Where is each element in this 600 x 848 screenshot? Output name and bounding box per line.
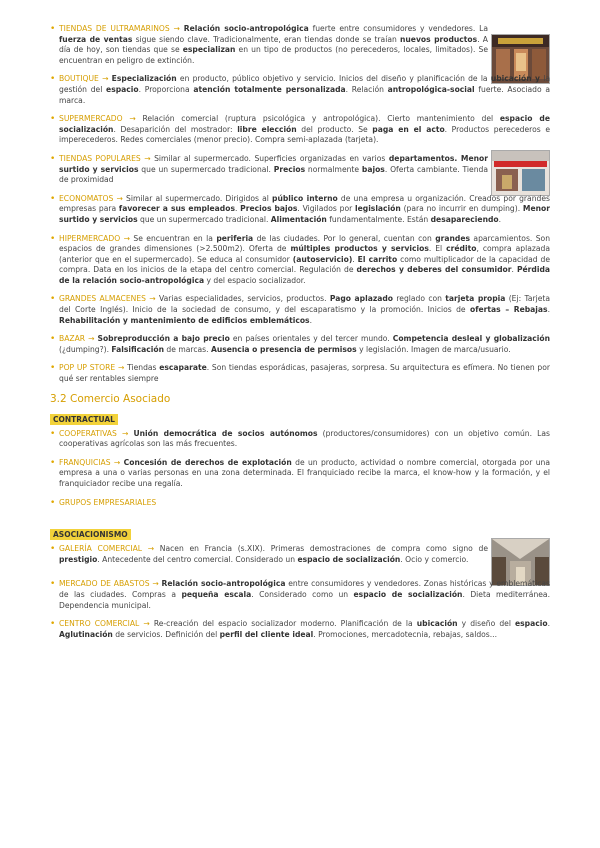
bold-text: Concesión de derechos de explotación bbox=[123, 457, 292, 467]
bold-text: Pérdida de la relación socio-antropológica bbox=[59, 265, 551, 285]
bold-text: público interno bbox=[272, 193, 338, 203]
body-text: Similar al supermercado. Superficies organizadas en varios bbox=[154, 153, 389, 163]
arrow-icon: → bbox=[121, 428, 129, 438]
bold-text: Competencia desleal y globalización bbox=[392, 334, 550, 344]
bold-text: Relación socio-antropológica bbox=[161, 579, 286, 589]
bold-text: Rehabilitación y mantenimiento de edificios emblemáticos bbox=[59, 315, 310, 325]
bullet-icon: • bbox=[50, 153, 56, 164]
arrow-icon: → bbox=[129, 114, 136, 124]
body-text: de marcas. bbox=[164, 344, 211, 354]
body-text: . Relación bbox=[345, 84, 388, 94]
bold-text: Sobreproducción a bajo precio bbox=[97, 334, 230, 344]
item-franquicias bbox=[50, 458, 550, 490]
item-label: GRUPOS EMPRESARIALES bbox=[59, 497, 157, 507]
shop-photo-populares bbox=[491, 150, 550, 196]
body-text: . Promociones, mercadotecnia, rebajas, saldos... bbox=[313, 629, 497, 639]
body-text: Tiendas bbox=[127, 363, 160, 373]
bullet-icon: • bbox=[50, 544, 56, 555]
bold-text: Especialización bbox=[111, 74, 177, 84]
bold-text: derechos y deberes del consumidor bbox=[356, 265, 512, 275]
bold-text: Alimentación bbox=[270, 214, 327, 224]
bold-text: departamentos. Menor surtido y servicios bbox=[59, 153, 489, 174]
section-title: 3.2 Comercio Asociado bbox=[50, 392, 171, 405]
body-text: del producto. Se bbox=[296, 124, 373, 134]
body-text: . bbox=[309, 315, 313, 325]
bold-text: prestigio bbox=[59, 554, 98, 564]
body-text: y legislación. Imagen de marca/usuario. bbox=[356, 344, 511, 354]
bullet-icon: • bbox=[50, 457, 56, 468]
item-label: ECONOMATOS bbox=[59, 193, 114, 203]
body-text: (productores/consumidores) con un objetivo común. Las cooperativas agrícolas son las más frecuentes. bbox=[59, 428, 550, 449]
item-economatos bbox=[50, 194, 550, 226]
bold-text: Falsificación bbox=[111, 344, 164, 354]
body-text: . Ocio y comercio. bbox=[400, 554, 469, 564]
bold-text: periferia bbox=[216, 233, 254, 243]
body-text: . Antecedente del centro comercial. Considerado un bbox=[97, 554, 298, 564]
body-text: en un tipo de productos (no perecederos, locales, limitados). Se encuentran en peligro de extinción. bbox=[59, 45, 488, 65]
item-label: COOPERATIVAS bbox=[59, 428, 117, 438]
bold-text: (autoservicio) bbox=[292, 254, 353, 264]
bold-text: pequeña escala bbox=[181, 589, 252, 599]
bold-text: favorecer a sus empleados bbox=[118, 204, 235, 214]
body-text: . Son tiendas esporádicas, pasajeras, sorpresa. Su arquitectura es efímera. No tienen por qué ser rentables siempre bbox=[59, 363, 551, 384]
content-column bbox=[50, 24, 550, 648]
arrow-icon: → bbox=[102, 74, 109, 84]
body-text: . bbox=[498, 214, 502, 224]
body-text: y del espacio socializador. bbox=[204, 275, 306, 285]
item-label: TIENDAS DE ULTRAMARINOS bbox=[59, 24, 170, 33]
body-text: Re-creación del espacio socializador moderno. Planificación de la bbox=[153, 619, 417, 629]
item-label: BAZAR bbox=[59, 334, 86, 344]
bold-text: Unión democrática de socios autónomos bbox=[133, 428, 318, 438]
bold-text: Relación socio-antropológica bbox=[183, 24, 309, 33]
bullet-icon: • bbox=[50, 74, 56, 85]
bold-text: ubicación y bbox=[490, 74, 541, 84]
item-label: CENTRO COMERCIAL bbox=[59, 619, 140, 629]
body-text: . Considerado como un bbox=[251, 589, 354, 599]
body-text: . El bbox=[428, 244, 447, 254]
body-text: . Desaparición del mostrador: bbox=[113, 124, 238, 134]
body-text: fundamentalmente. Están bbox=[326, 214, 431, 224]
body-text: . bbox=[547, 619, 550, 629]
item-boutique bbox=[50, 74, 550, 106]
item-grandes-almacenes bbox=[50, 294, 550, 326]
bold-text: fuerza de ventas bbox=[59, 34, 133, 44]
item-pop-up-store bbox=[50, 363, 550, 384]
body-text: de una empresa u organización. Creados por grandes empresas para bbox=[59, 193, 550, 214]
arrow-icon: → bbox=[113, 457, 121, 467]
bold-text: escaparate bbox=[159, 363, 207, 373]
body-text: . bbox=[511, 265, 517, 275]
body-text: . Dieta mediterránea. Dependencia municipal. bbox=[59, 589, 551, 610]
bullet-icon: • bbox=[50, 233, 56, 244]
body-text: de un producto, actividad o nombre comercial, otorgada por una empresa a una o varias personas en una zona determinada. El franquiciado recibe la marca, el know-how y la formación, y el franquiciador recibe una regalía. bbox=[59, 457, 550, 488]
body-text: de las ciudades. Por lo general, cuentan con bbox=[253, 233, 436, 243]
body-text: . Proporciona bbox=[138, 84, 194, 94]
item-label: SUPERMERCADO bbox=[59, 114, 123, 124]
item-label: BOUTIQUE bbox=[59, 74, 99, 84]
bullet-icon: • bbox=[50, 428, 56, 439]
bullet-icon: • bbox=[50, 114, 56, 125]
body-text: Relación comercial (ruptura psicológica y antropológica). Cierto mantenimiento del bbox=[142, 114, 500, 124]
bold-text: espacio de socialización bbox=[297, 554, 401, 564]
bold-text: El carrito bbox=[357, 254, 398, 264]
body-text: entre consumidores y vendedores. Zonas históricas y emblemáticas de las ciudades. Compras a bbox=[59, 579, 550, 599]
arrow-icon: → bbox=[123, 233, 130, 243]
bold-text: Pago aplazado bbox=[329, 294, 394, 304]
bold-text: crédito bbox=[446, 244, 477, 254]
body-text: . bbox=[234, 204, 241, 214]
bold-text: desapareciendo bbox=[430, 214, 499, 224]
body-text: que un supermercado tradicional. bbox=[138, 164, 274, 174]
bold-text: espacio de socialización bbox=[353, 589, 463, 599]
body-text: Se encuentran en la bbox=[133, 233, 217, 243]
arrow-icon: → bbox=[152, 579, 159, 589]
bold-text: bajos bbox=[361, 164, 385, 174]
bold-text: Menor surtido y servicios bbox=[59, 204, 550, 224]
arrow-icon: → bbox=[116, 193, 123, 203]
bold-text: antropológica-social bbox=[387, 84, 475, 94]
body-text: reglado con bbox=[393, 294, 446, 304]
bold-text: legislación bbox=[355, 204, 401, 214]
bold-text: espacio bbox=[106, 84, 139, 94]
bullet-icon: • bbox=[50, 363, 56, 374]
item-tiendas-populares bbox=[50, 154, 550, 186]
arrow-icon: → bbox=[144, 153, 151, 163]
item-centro-comercial bbox=[50, 619, 550, 640]
body-text: (para no incurrir en dumping). bbox=[400, 204, 523, 214]
body-text: como multiplicador de la capacidad de compra. Data en los inicios de la etapa del centro comercial. Regulación de bbox=[59, 254, 550, 275]
bold-text: libre elección bbox=[237, 124, 297, 134]
body-text: fuerte entre consumidores y vendedores. La bbox=[308, 24, 489, 33]
bold-text: especializan bbox=[182, 45, 236, 55]
bold-text: Aglutinación bbox=[59, 629, 113, 639]
body-text: aparcamientos. Son espacios de grandes dimensiones (>2.500m2). Oferta de bbox=[59, 233, 551, 254]
bold-text: ubicación bbox=[416, 619, 458, 629]
bullet-icon: • bbox=[50, 294, 56, 305]
item-galeria-comercial bbox=[50, 544, 550, 565]
bold-text: Precios bbox=[273, 164, 306, 174]
item-label: GALERÍA COMERCIAL bbox=[59, 544, 143, 554]
item-label: POP UP STORE bbox=[59, 363, 116, 373]
body-text: en producto, público objetivo y servicio. Inicios del diseño y planificación de la bbox=[176, 74, 491, 84]
bullet-icon: • bbox=[50, 24, 56, 34]
arrow-icon: → bbox=[117, 363, 125, 373]
bullet-icon: • bbox=[50, 579, 56, 590]
body-text: . bbox=[352, 254, 358, 264]
body-text: de servicios. Definición del bbox=[112, 629, 220, 639]
body-text: . Vigilados por bbox=[297, 204, 356, 214]
item-tiendas-ultramarinos bbox=[50, 24, 550, 66]
body-text: . Productos perecederos e imperecederos. Redes comerciales (menor precio). Compra semi-aplazada (tarjeta). bbox=[59, 124, 550, 145]
bold-text: espacio de socialización bbox=[59, 114, 550, 134]
body-text: (¿dumping?). bbox=[59, 344, 112, 354]
body-text: . Oferta cambiante. Tienda de proximidad bbox=[59, 164, 488, 185]
bold-text: Ausencia o presencia de permisos bbox=[210, 344, 357, 354]
body-text: en países orientales y del tercer mundo. bbox=[229, 334, 393, 344]
arrow-icon: → bbox=[88, 334, 95, 344]
arrow-icon: → bbox=[147, 544, 155, 554]
body-text: (Ej: Tarjeta del Corte Inglés). Inicio de la sociedad de consumo, y del escaparatismo y la promoción. Inicios de bbox=[59, 294, 551, 315]
item-label: TIENDAS POPULARES bbox=[59, 153, 141, 163]
item-mercado-abastos bbox=[50, 579, 550, 611]
bold-text: nuevos productos bbox=[399, 34, 478, 44]
item-grupos-empresariales bbox=[50, 498, 550, 509]
asociacionismo-tag: ASOCIACIONISMO bbox=[50, 529, 131, 540]
body-text: Varias especialidades, servicios, productos. bbox=[158, 294, 330, 304]
arrow-icon: → bbox=[173, 24, 180, 33]
bullet-icon: • bbox=[50, 193, 56, 204]
bullet-icon: • bbox=[50, 334, 56, 345]
body-text: Similar al supermercado. Dirigidos al bbox=[126, 193, 273, 203]
bold-text: Precios bajos bbox=[240, 204, 298, 214]
body-text: Nacen en Francia (s.XIX). Primeras demostraciones de compra como signo de bbox=[159, 544, 488, 554]
bold-text: atención totalmente personalizada bbox=[193, 84, 346, 94]
body-text: sigue siendo clave. Tradicionalmente, eran tiendas donde se traían bbox=[132, 34, 400, 44]
body-text: . A día de hoy, son tiendas que se bbox=[59, 34, 488, 55]
arrow-icon: → bbox=[143, 619, 150, 629]
item-label: FRANQUICIAS bbox=[59, 457, 111, 467]
body-text: la gestión del bbox=[59, 74, 550, 94]
body-text: fuerte. Asociado a marca. bbox=[59, 84, 550, 105]
bold-text: perfil del cliente ideal bbox=[219, 629, 314, 639]
body-text: . bbox=[547, 305, 550, 315]
bullet-icon: • bbox=[50, 497, 56, 508]
item-bazar bbox=[50, 334, 550, 355]
item-cooperativas bbox=[50, 429, 550, 450]
item-hipermercado bbox=[50, 234, 550, 287]
body-text: , compra aplazada (anterior que en el supermercado). Se educa al consumidor bbox=[59, 244, 550, 264]
bold-text: paga en el acto bbox=[372, 124, 445, 134]
arrow-icon: → bbox=[149, 294, 156, 304]
bold-text: tarjeta propia bbox=[445, 294, 506, 304]
contractual-tag: CONTRACTUAL bbox=[50, 414, 118, 425]
item-supermercado bbox=[50, 114, 550, 146]
bold-text: grandes bbox=[435, 233, 471, 243]
item-label: GRANDES ALMACENES bbox=[59, 294, 146, 304]
bullet-icon: • bbox=[50, 619, 56, 630]
bold-text: espacio bbox=[515, 619, 548, 629]
body-text: y diseño del bbox=[457, 619, 516, 629]
bold-text: múltiples productos y servicios bbox=[290, 244, 429, 254]
body-text: normalmente bbox=[305, 164, 362, 174]
item-label: HIPERMERCADO bbox=[59, 233, 121, 243]
item-label: MERCADO DE ABASTOS bbox=[59, 579, 150, 589]
body-text: que un supermercado tradicional. bbox=[137, 214, 271, 224]
bold-text: ofertas – Rebajas bbox=[470, 305, 548, 315]
